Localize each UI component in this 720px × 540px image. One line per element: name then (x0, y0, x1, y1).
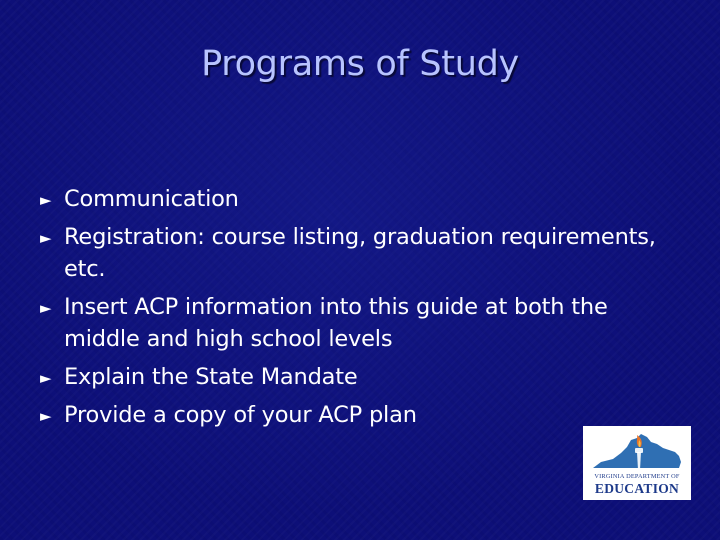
logo-text-education: EDUCATION (594, 481, 680, 496)
bullet-item (40, 361, 690, 393)
bullet-item (40, 221, 690, 285)
bullet-text: Registration: course listing, graduation requirements, etc. (64, 224, 656, 282)
bullet-arrow-icon: ► (40, 369, 52, 387)
torch-cup (635, 448, 643, 453)
bullet-item (40, 183, 690, 215)
bullet-text: Explain the State Mandate (64, 364, 358, 390)
bullet-item (40, 291, 690, 355)
bullet-arrow-icon: ► (40, 229, 52, 247)
bullet-list (40, 183, 690, 437)
bullet-text: Provide a copy of your ACP plan (64, 402, 417, 428)
bullet-arrow-icon: ► (40, 407, 52, 425)
virginia-torch-icon (583, 426, 691, 476)
slide-title: Programs of Study (201, 44, 519, 84)
bullet-arrow-icon: ► (40, 191, 52, 209)
bullet-arrow-icon: ► (40, 299, 52, 317)
vdoe-logo (583, 426, 691, 500)
bullet-text: Insert ACP information into this guide at both the middle and high school levels (64, 294, 608, 352)
logo-text-department: VIRGINIA DEPARTMENT OF (594, 473, 680, 480)
bullet-text: Communication (64, 186, 239, 212)
